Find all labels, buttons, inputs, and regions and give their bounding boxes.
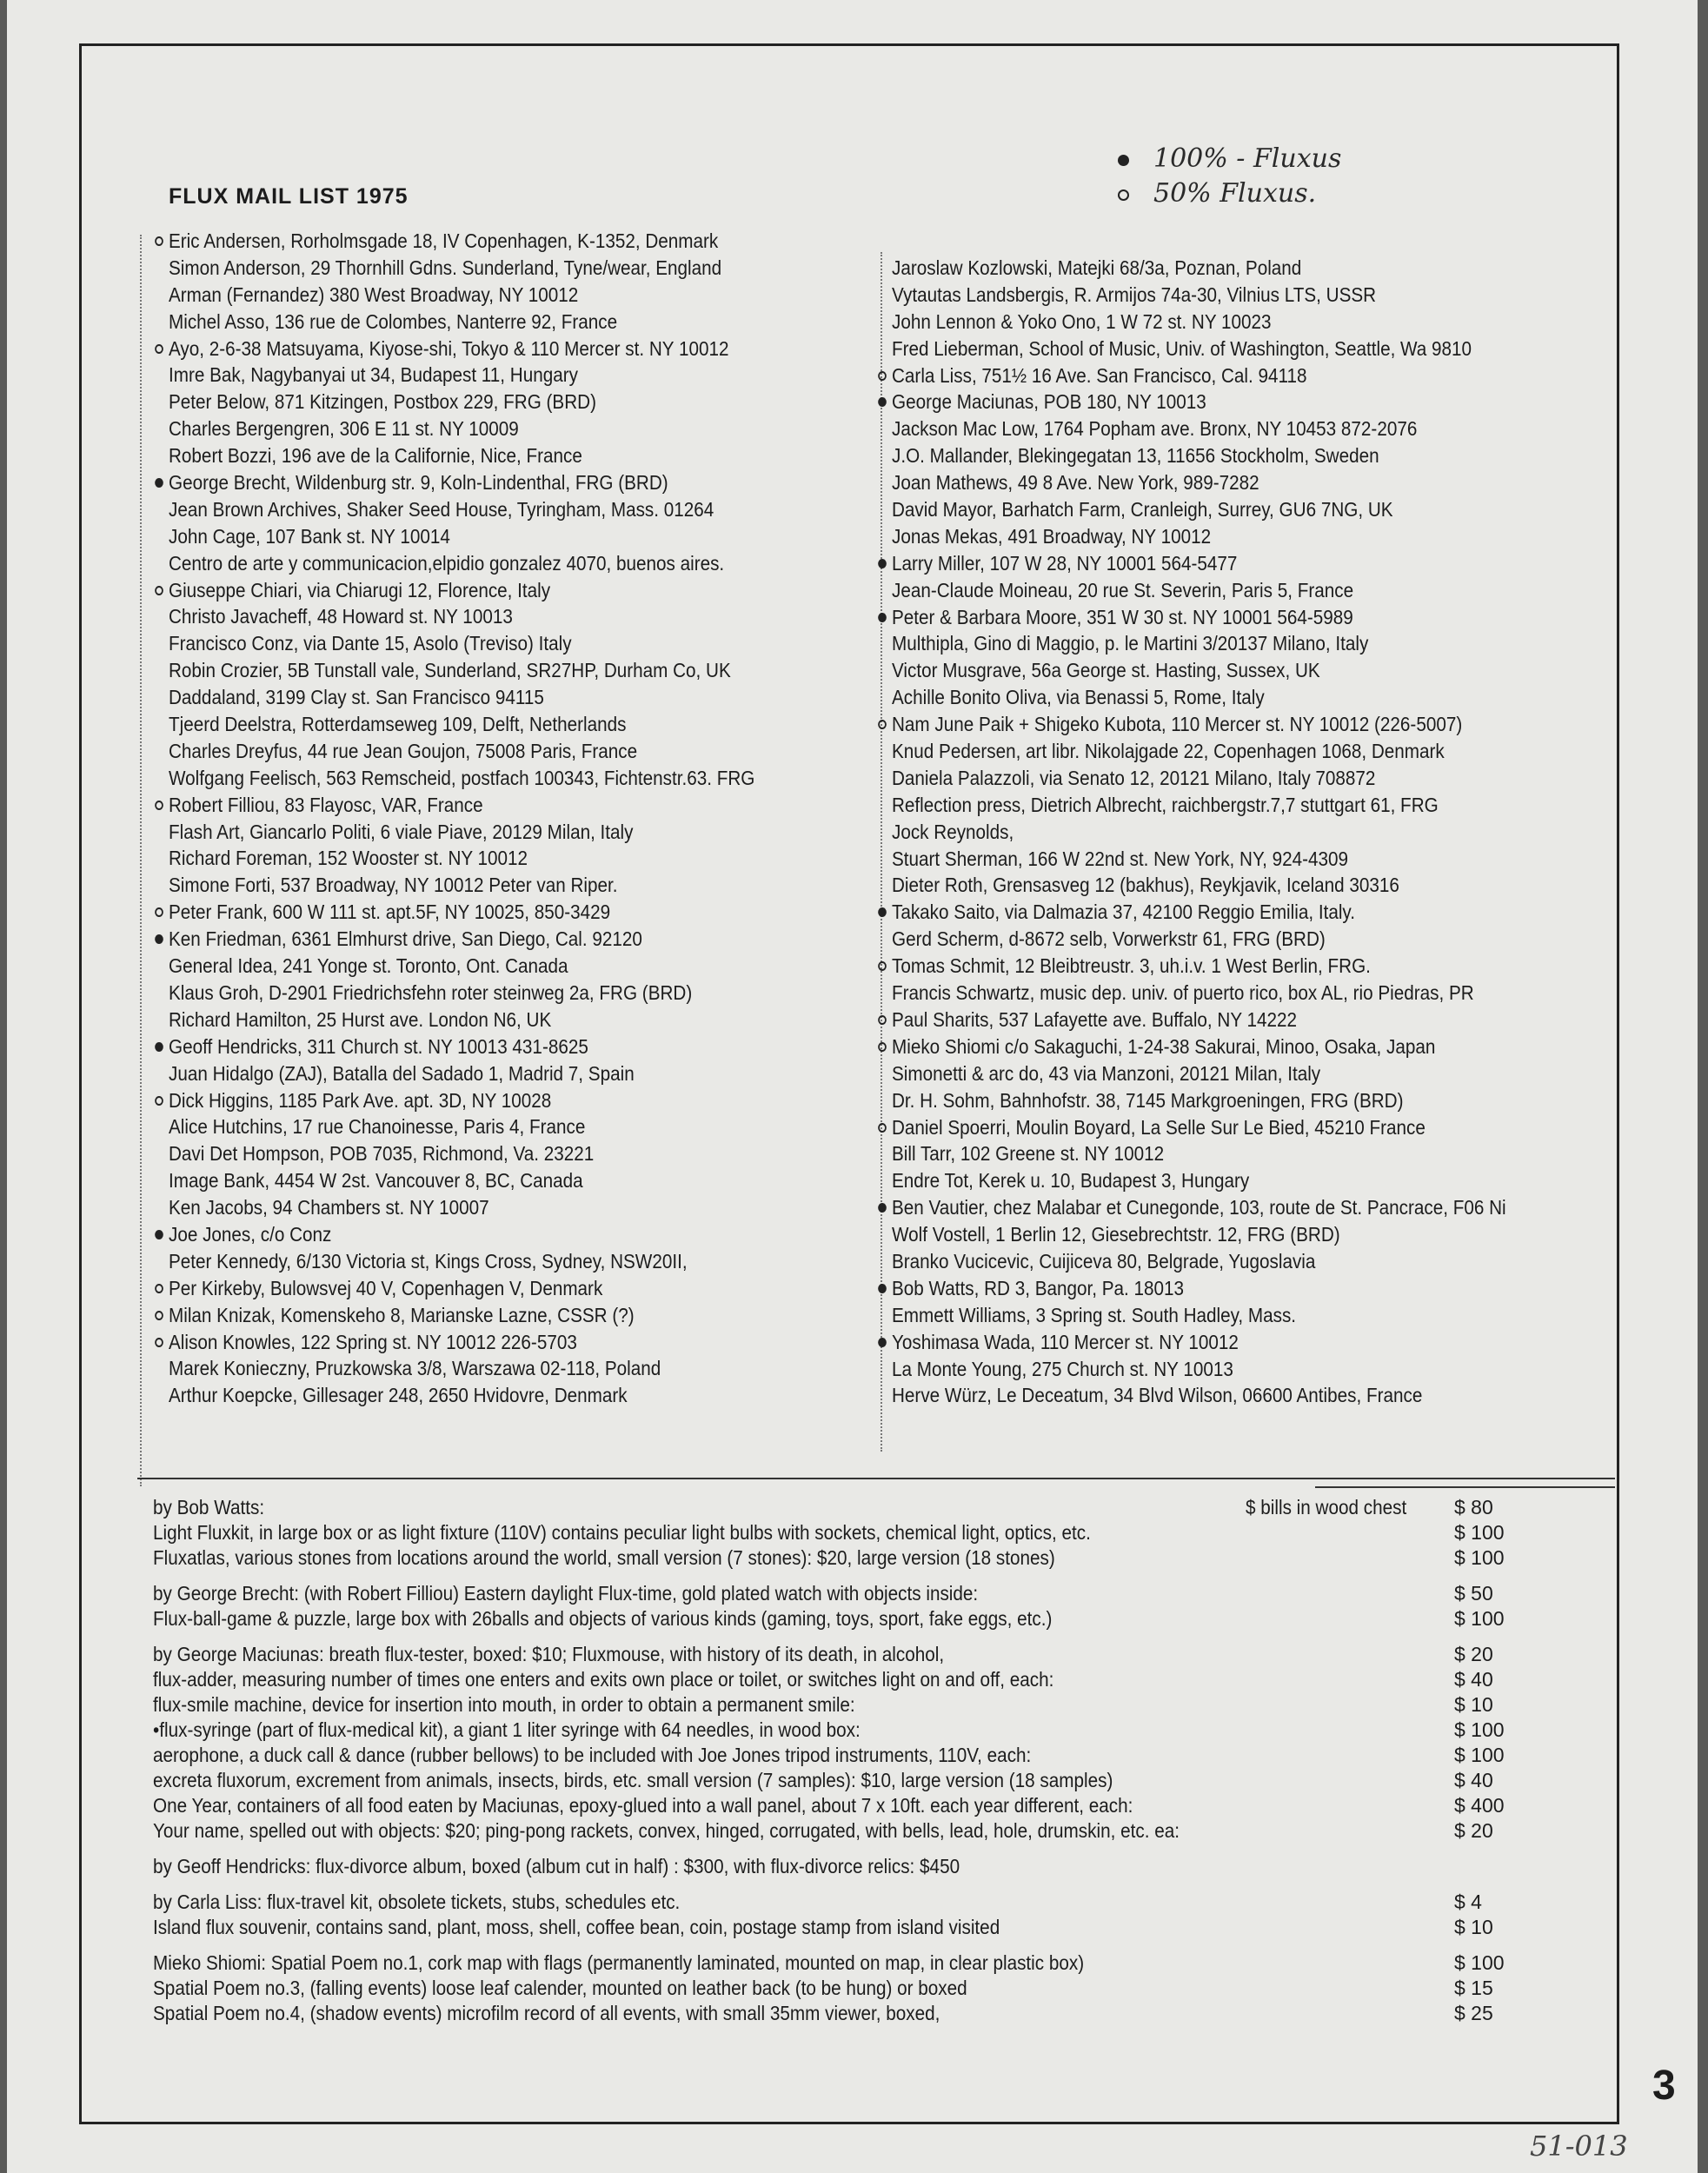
address-entry	[169, 765, 754, 792]
price-group	[137, 1642, 1615, 1844]
address-text: Image Bank, 4454 W 2st. Vancouver 8, BC, Canada	[169, 1169, 583, 1193]
address-text: Fred Lieberman, School of Music, Univ. of Washington, Seattle, Wa 9810	[892, 336, 1472, 360]
item-description: Your name, spelled out with objects: $20; ping-pong rackets, convex, hinged, corrugated, with bells, lead, hole, drumskin, etc. ea:	[153, 1819, 1180, 1842]
full-dot-icon	[155, 478, 163, 488]
address-text: Geoff Hendricks, 311 Church st. NY 10013 431-8625	[169, 1034, 588, 1058]
address-entry	[169, 899, 754, 926]
full-dot-icon	[155, 934, 163, 944]
price-line	[137, 1581, 1615, 1606]
address-text: Per Kirkeby, Bulowsvej 40 V, Copenhagen V, Denmark	[169, 1276, 603, 1299]
half-circle-icon	[155, 1096, 163, 1106]
item-price: $ 100	[1454, 1521, 1505, 1544]
address-entry	[169, 1033, 754, 1060]
address-entry	[892, 523, 1506, 550]
address-text: Ken Jacobs, 94 Chambers st. NY 10007	[169, 1196, 489, 1219]
address-entry	[892, 336, 1506, 362]
address-column-left	[169, 228, 834, 1409]
address-text: George Brecht, Wildenburg str. 9, Koln-Lindenthal, FRG (BRD)	[169, 471, 668, 495]
price-line	[137, 1642, 1615, 1667]
address-entry	[892, 496, 1506, 523]
address-entry	[892, 550, 1506, 577]
item-description: flux-adder, measuring number of times one enters and exits own place or toilet, or switches light on and off, each:	[153, 1668, 1054, 1691]
address-text: Dieter Roth, Grensasveg 12 (bakhus), Reykjavik, Iceland 30316	[892, 874, 1399, 897]
address-entry	[892, 1114, 1506, 1141]
full-dot-icon	[155, 1042, 163, 1052]
item-description: excreta fluxorum, excrement from animals, insects, birds, etc. small version (7 samples): $10, large version (18 samples)	[153, 1769, 1113, 1791]
address-text: Alice Hutchins, 17 rue Chanoinesse, Paris 4, France	[169, 1115, 586, 1139]
item-description: Fluxatlas, various stones from locations around the world, small version (7 stones): $20, large version (18 stones)	[153, 1546, 1055, 1569]
half-circle-icon	[155, 801, 163, 810]
item-price: $ 10	[1454, 1916, 1493, 1938]
address-entry	[169, 711, 754, 738]
address-entry	[892, 1167, 1506, 1194]
address-text: Tjeerd Deelstra, Rotterdamseweg 109, Delft, Netherlands	[169, 713, 627, 736]
price-line	[137, 1606, 1615, 1631]
address-entry	[169, 1221, 754, 1248]
address-text: Arthur Koepcke, Gillesager 248, 2650 Hvidovre, Denmark	[169, 1384, 628, 1407]
address-entry	[169, 228, 754, 255]
address-text: Bill Tarr, 102 Greene st. NY 10012	[892, 1142, 1165, 1166]
address-entry	[892, 1087, 1506, 1114]
price-list	[137, 1495, 1615, 2037]
address-text: Peter Below, 871 Kitzingen, Postbox 229, FRG (BRD)	[169, 390, 596, 414]
address-text: Simon Anderson, 29 Thornhill Gdns. Sunderland, Tyne/wear, England	[169, 256, 722, 279]
half-circle-icon	[878, 1042, 887, 1052]
item-description: Light Fluxkit, in large box or as light fixture (110V) contains peculiar light bulbs with sockets, chemical light, optics, etc.	[153, 1521, 1091, 1544]
document-page	[7, 0, 1698, 2173]
item-price: $ 100	[1454, 1951, 1505, 1974]
address-entry	[169, 630, 754, 657]
item-description: Spatial Poem no.3, (falling events) loose leaf calender, mounted on leather back (to be hung) or boxed	[153, 1977, 967, 1999]
half-circle-icon	[155, 907, 163, 917]
item-description: Mieko Shiomi: Spatial Poem no.1, cork map with flags (permanently laminated, mounted on map, in clear plastic box)	[153, 1951, 1085, 1974]
address-text: Stuart Sherman, 166 W 22nd st. New York, NY, 924-4309	[892, 847, 1348, 870]
address-column-right	[892, 255, 1590, 1409]
column-divider	[881, 252, 882, 1452]
address-text: David Mayor, Barhatch Farm, Cranleigh, Surrey, GU6 7NG, UK	[892, 498, 1393, 522]
full-dot-icon	[878, 559, 887, 568]
item-price: $ 25	[1454, 2002, 1493, 2024]
half-circle-icon	[878, 371, 887, 381]
half-circle-icon	[878, 1015, 887, 1025]
address-entry	[892, 362, 1506, 389]
address-entry	[892, 577, 1506, 604]
address-entry	[169, 415, 754, 442]
address-entry	[169, 738, 754, 765]
address-text: Simone Forti, 537 Broadway, NY 10012 Peter van Riper.	[169, 874, 618, 897]
address-entry	[892, 415, 1506, 442]
item-description: by Carla Liss: flux-travel kit, obsolete tickets, stubs, schedules etc.	[153, 1891, 681, 1913]
address-entry	[892, 872, 1506, 899]
address-text: Tomas Schmit, 12 Bleibtreustr. 3, uh.i.v. 1 West Berlin, FRG.	[892, 954, 1371, 978]
section-divider-short	[1315, 1486, 1615, 1488]
address-entry	[892, 1194, 1506, 1221]
address-entry	[892, 1329, 1506, 1356]
address-text: Centro de arte y communicacion,elpidio gonzalez 4070, buenos aires.	[169, 551, 725, 575]
item-price: $ 100	[1454, 1607, 1505, 1630]
address-entry	[892, 255, 1506, 282]
address-text: J.O. Mallander, Blekingegatan 13, 11656 Stockholm, Sweden	[892, 444, 1379, 468]
address-text: Juan Hidalgo (ZAJ), Batalla del Sadado 1, Madrid 7, Spain	[169, 1061, 635, 1085]
address-entry	[892, 899, 1506, 926]
address-text: Nam June Paik + Shigeko Kubota, 110 Mercer st. NY 10012 (226-5007)	[892, 713, 1463, 736]
item-description: by Geoff Hendricks: flux-divorce album, boxed (album cut in half) : $300, with flux-divorce relics: $450	[153, 1855, 960, 1877]
address-text: Ayo, 2-6-38 Matsuyama, Kiyose-shi, Tokyo & 110 Mercer st. NY 10012	[169, 336, 729, 360]
address-text: Joe Jones, c/o Conz	[169, 1222, 332, 1246]
address-entry	[169, 336, 754, 362]
address-entry	[169, 1007, 754, 1033]
item-price: $ 400	[1454, 1794, 1505, 1817]
legend-full-text: 100% - Fluxus	[1153, 143, 1342, 174]
price-line	[137, 1718, 1615, 1743]
price-line	[137, 1793, 1615, 1818]
address-text: Peter & Barbara Moore, 351 W 30 st. NY 10001 564-5989	[892, 605, 1353, 628]
address-entry	[169, 1275, 754, 1302]
item-description: by George Brecht: (with Robert Filliou) Eastern daylight Flux-time, gold plated watch with objects inside:	[153, 1582, 979, 1605]
address-text: Branko Vucicevic, Cuijiceva 80, Belgrade, Yugoslavia	[892, 1249, 1316, 1273]
address-entry	[169, 684, 754, 711]
address-entry	[169, 819, 754, 846]
price-group	[137, 1950, 1615, 2026]
address-text: Victor Musgrave, 56a George st. Hasting, Sussex, UK	[892, 659, 1320, 682]
address-entry	[892, 953, 1506, 980]
price-line	[137, 1890, 1615, 1915]
price-line	[137, 1520, 1615, 1545]
address-entry	[892, 926, 1506, 953]
address-entry	[892, 1302, 1506, 1329]
item-price: $ 15	[1454, 1977, 1493, 1999]
item-description: Flux-ball-game & puzzle, large box with 26balls and objects of various kinds (gaming, toys, sport, fake eggs, etc.)	[153, 1607, 1053, 1630]
half-circle-icon	[878, 720, 887, 729]
address-entry	[169, 872, 754, 899]
address-entry	[169, 792, 754, 819]
price-line	[137, 1818, 1615, 1844]
price-line	[137, 1768, 1615, 1793]
address-entry	[169, 1087, 754, 1114]
address-entry	[169, 1248, 754, 1275]
item-description: Spatial Poem no.4, (shadow events) microfilm record of all events, with small 35mm viewer, boxed,	[153, 2002, 940, 2024]
address-text: Achille Bonito Oliva, via Benassi 5, Rome, Italy	[892, 686, 1265, 709]
address-text: George Maciunas, POB 180, NY 10013	[892, 390, 1206, 414]
address-entry	[169, 442, 754, 469]
address-entry	[892, 738, 1506, 765]
half-circle-icon	[155, 586, 163, 595]
address-entry	[892, 282, 1506, 309]
address-entry	[892, 765, 1506, 792]
price-group	[137, 1890, 1615, 1940]
address-entry	[169, 309, 754, 336]
address-entry	[892, 604, 1506, 631]
half-circle-icon	[155, 1311, 163, 1320]
address-entry	[169, 1302, 754, 1329]
address-entry	[892, 846, 1506, 873]
address-entry	[169, 953, 754, 980]
archive-code: 51-013	[1530, 2130, 1628, 2163]
item-price: $ 100	[1454, 1546, 1505, 1569]
address-entry	[169, 550, 754, 577]
address-text: Emmett Williams, 3 Spring st. South Hadley, Mass.	[892, 1303, 1297, 1326]
page-number: 3	[1652, 2063, 1676, 2109]
address-entry	[169, 1355, 754, 1382]
address-entry	[892, 711, 1506, 738]
address-text: Paul Sharits, 537 Lafayette ave. Buffalo, NY 14222	[892, 1007, 1298, 1031]
address-entry	[169, 1382, 754, 1409]
legend-half-text: 50% Fluxus.	[1153, 178, 1317, 209]
address-entry	[892, 980, 1506, 1007]
address-text: General Idea, 241 Yonge st. Toronto, Ont. Canada	[169, 954, 568, 978]
address-text: Daddaland, 3199 Clay st. San Francisco 94115	[169, 686, 544, 709]
address-entry	[892, 469, 1506, 496]
address-text: Christo Javacheff, 48 Howard st. NY 10013	[169, 605, 513, 628]
address-entry	[892, 1140, 1506, 1167]
address-entry	[892, 1248, 1506, 1275]
address-text: Vytautas Landsbergis, R. Armijos 74a-30, Vilnius LTS, USSR	[892, 282, 1377, 306]
address-text: Richard Hamilton, 25 Hurst ave. London N6, UK	[169, 1007, 552, 1031]
address-entry	[169, 1060, 754, 1087]
half-circle-icon	[878, 1123, 887, 1133]
item-note: $ bills in wood chest	[1246, 1496, 1407, 1518]
address-text: Ben Vautier, chez Malabar et Cunegonde, 103, route de St. Pancrace, F06 Ni	[892, 1196, 1506, 1219]
full-dot-icon	[878, 397, 887, 407]
address-entry	[892, 389, 1506, 415]
item-price: $ 4	[1454, 1891, 1482, 1913]
address-entry	[892, 792, 1506, 819]
address-entry	[169, 845, 754, 872]
address-text: Jackson Mac Low, 1764 Popham ave. Bronx, NY 10453 872-2076	[892, 417, 1418, 441]
item-price: $ 10	[1454, 1693, 1493, 1716]
address-entry	[169, 1167, 754, 1194]
address-text: Carla Liss, 751½ 16 Ave. San Francisco, Cal. 94118	[892, 363, 1307, 387]
full-dot-icon	[155, 1230, 163, 1239]
address-text: Bob Watts, RD 3, Bangor, Pa. 18013	[892, 1276, 1185, 1299]
item-price: $ 100	[1454, 1744, 1505, 1766]
address-text: Robert Bozzi, 196 ave de la Californie, Nice, France	[169, 444, 582, 468]
half-circle-icon	[1118, 189, 1129, 201]
address-text: Joan Mathews, 49 8 Ave. New York, 989-7282	[892, 471, 1259, 495]
address-entry	[169, 657, 754, 684]
address-entry	[892, 1382, 1506, 1409]
address-entry	[169, 389, 754, 415]
price-group	[137, 1854, 1615, 1879]
price-line	[137, 1667, 1615, 1692]
address-entry	[169, 523, 754, 550]
section-divider	[137, 1478, 1615, 1479]
address-entry	[169, 1194, 754, 1221]
half-circle-icon	[155, 1284, 163, 1293]
address-entry	[169, 496, 754, 523]
address-text: Dr. H. Sohm, Bahnhofstr. 38, 7145 Markgroeningen, FRG (BRD)	[892, 1088, 1404, 1112]
full-dot-icon	[878, 1338, 887, 1347]
address-text: Milan Knizak, Komenskeho 8, Marianske Lazne, CSSR (?)	[169, 1303, 635, 1326]
address-text: Jonas Mekas, 491 Broadway, NY 10012	[892, 524, 1212, 548]
address-text: Ken Friedman, 6361 Elmhurst drive, San Diego, Cal. 92120	[169, 927, 642, 951]
address-text: Herve Würz, Le Deceatum, 34 Blvd Wilson, 06600 Antibes, France	[892, 1384, 1423, 1407]
address-text: Giuseppe Chiari, via Chiarugi 12, Florence, Italy	[169, 578, 551, 601]
address-text: Davi Det Hompson, POB 7035, Richmond, Va. 23221	[169, 1142, 595, 1166]
price-line	[137, 1950, 1615, 1976]
item-price: $ 80	[1454, 1496, 1493, 1518]
half-circle-icon	[155, 1338, 163, 1347]
price-line	[137, 1545, 1615, 1571]
address-entry	[892, 819, 1506, 846]
address-text: Takako Saito, via Dalmazia 37, 42100 Reggio Emilia, Italy.	[892, 900, 1355, 924]
address-text: Francis Schwartz, music dep. univ. of puerto rico, box AL, rio Piedras, PR	[892, 981, 1474, 1005]
address-text: Robin Crozier, 5B Tunstall vale, Sunderland, SR27HP, Durham Co, UK	[169, 659, 731, 682]
price-line	[137, 1743, 1615, 1768]
address-text: Francisco Conz, via Dante 15, Asolo (Treviso) Italy	[169, 632, 572, 655]
item-price: $ 20	[1454, 1819, 1493, 1842]
address-text: Daniela Palazzoli, via Senato 12, 20121 Milano, Italy 708872	[892, 766, 1376, 789]
full-dot-icon	[1118, 155, 1129, 166]
address-text: Knud Pedersen, art libr. Nikolajgade 22, Copenhagen 1068, Denmark	[892, 740, 1445, 763]
address-text: Eric Andersen, Rorholmsgade 18, IV Copenhagen, K-1352, Denmark	[169, 229, 719, 252]
address-entry	[892, 1033, 1506, 1060]
legend-full	[1118, 143, 1341, 174]
address-text: Marek Konieczny, Pruzkowska 3/8, Warszawa 02-118, Poland	[169, 1357, 661, 1380]
address-entry	[169, 255, 754, 282]
page-title: FLUX MAIL LIST 1975	[169, 184, 409, 209]
address-entry	[892, 630, 1506, 657]
address-text: Alison Knowles, 122 Spring st. NY 10012 226-5703	[169, 1330, 577, 1353]
address-text: Michel Asso, 136 rue de Colombes, Nanterre 92, France	[169, 309, 618, 333]
item-price: $ 50	[1454, 1582, 1493, 1605]
half-circle-icon	[878, 961, 887, 971]
address-text: La Monte Young, 275 Church st. NY 10013	[892, 1357, 1233, 1380]
price-line	[137, 1915, 1615, 1940]
address-text: John Lennon & Yoko Ono, 1 W 72 st. NY 10023	[892, 309, 1272, 333]
full-dot-icon	[878, 907, 887, 917]
address-entry	[892, 1221, 1506, 1248]
address-text: Jaroslaw Kozlowski, Matejki 68/3a, Poznan, Poland	[892, 256, 1302, 279]
item-description: by Bob Watts:	[153, 1496, 265, 1518]
address-text: Yoshimasa Wada, 110 Mercer st. NY 10012	[892, 1330, 1239, 1353]
address-text: Jean-Claude Moineau, 20 rue St. Severin, Paris 5, France	[892, 578, 1354, 601]
full-dot-icon	[878, 613, 887, 622]
price-line	[137, 1854, 1615, 1879]
address-text: Wolfgang Feelisch, 563 Remscheid, postfach 100343, Fichtenstr.63. FRG	[169, 766, 755, 789]
left-margin-line	[140, 235, 142, 1486]
address-text: Imre Bak, Nagybanyai ut 34, Budapest 11, Hungary	[169, 363, 578, 387]
address-entry	[892, 1060, 1506, 1087]
address-text: Klaus Groh, D-2901 Friedrichsfehn roter steinweg 2a, FRG (BRD)	[169, 980, 693, 1004]
address-text: Jean Brown Archives, Shaker Seed House, Tyringham, Mass. 01264	[169, 497, 714, 521]
address-entry	[169, 980, 754, 1007]
item-description: One Year, containers of all food eaten by Maciunas, epoxy-glued into a wall panel, about 7 x 10ft. each year different, each:	[153, 1794, 1133, 1817]
address-text: Peter Kennedy, 6/130 Victoria st, Kings Cross, Sydney, NSW20II,	[169, 1249, 688, 1273]
address-entry	[892, 309, 1506, 336]
full-dot-icon	[878, 1284, 887, 1293]
price-line	[137, 1495, 1615, 1520]
half-circle-icon	[155, 344, 163, 354]
item-description: by George Maciunas: breath flux-tester, boxed: $10; Fluxmouse, with history of its death, in alcohol,	[153, 1643, 945, 1665]
price-line	[137, 1692, 1615, 1718]
item-description: flux-smile machine, device for insertion into mouth, in order to obtain a permanent smile:	[153, 1693, 855, 1716]
address-text: Jock Reynolds,	[892, 820, 1014, 843]
price-line	[137, 1976, 1615, 2001]
address-text: Reflection press, Dietrich Albrecht, raichbergstr.7,7 stuttgart 61, FRG	[892, 793, 1439, 816]
price-group	[137, 1495, 1615, 1571]
address-text: Multhipla, Gino di Maggio, p. le Martini 3/20137 Milano, Italy	[892, 632, 1369, 655]
address-entry	[892, 1007, 1506, 1033]
item-description: Island flux souvenir, contains sand, plant, moss, shell, coffee bean, coin, postage stamp from island visited	[153, 1916, 1000, 1938]
address-text: Charles Bergengren, 306 E 11 st. NY 10009	[169, 417, 519, 441]
address-text: Gerd Scherm, d-8672 selb, Vorwerkstr 61, FRG (BRD)	[892, 927, 1326, 951]
price-line	[137, 2001, 1615, 2026]
address-text: Charles Dreyfus, 44 rue Jean Goujon, 75008 Paris, France	[169, 739, 638, 762]
price-group	[137, 1581, 1615, 1631]
address-entry	[892, 442, 1506, 469]
item-price: $ 40	[1454, 1769, 1493, 1791]
address-entry	[169, 1113, 754, 1140]
legend-half	[1118, 178, 1316, 209]
address-entry	[169, 1140, 754, 1167]
address-text: Peter Frank, 600 W 111 st. apt.5F, NY 10025, 850-3429	[169, 900, 611, 924]
address-text: Dick Higgins, 1185 Park Ave. apt. 3D, NY 10028	[169, 1088, 552, 1112]
address-entry	[169, 603, 754, 630]
address-entry	[169, 577, 754, 604]
half-circle-icon	[155, 236, 163, 246]
address-entry	[169, 469, 754, 496]
address-text: Wolf Vostell, 1 Berlin 12, Giesebrechtstr. 12, FRG (BRD)	[892, 1223, 1340, 1246]
item-description: •flux-syringe (part of flux-medical kit), a giant 1 liter syringe with 64 needles, in wood box:	[153, 1718, 861, 1741]
address-text: Flash Art, Giancarlo Politi, 6 viale Piave, 20129 Milan, Italy	[169, 820, 634, 843]
address-text: Arman (Fernandez) 380 West Broadway, NY 10012	[169, 282, 579, 306]
address-entry	[892, 684, 1506, 711]
address-text: Simonetti & arc do, 43 via Manzoni, 20121 Milan, Italy	[892, 1061, 1321, 1085]
address-entry	[169, 926, 754, 953]
address-text: Endre Tot, Kerek u. 10, Budapest 3, Hungary	[892, 1169, 1250, 1193]
full-dot-icon	[878, 1203, 887, 1213]
address-text: John Cage, 107 Bank st. NY 10014	[169, 524, 450, 548]
address-text: Daniel Spoerri, Moulin Boyard, La Selle Sur Le Bied, 45210 France	[892, 1115, 1426, 1139]
address-text: Mieko Shiomi c/o Sakaguchi, 1-24-38 Sakurai, Minoo, Osaka, Japan	[892, 1034, 1436, 1058]
address-text: Larry Miller, 107 W 28, NY 10001 564-5477	[892, 551, 1238, 575]
address-entry	[892, 1356, 1506, 1383]
address-entry	[169, 282, 754, 309]
address-entry	[169, 362, 754, 389]
item-price: $ 100	[1454, 1718, 1505, 1741]
item-price: $ 40	[1454, 1668, 1493, 1691]
address-entry	[169, 1329, 754, 1356]
address-entry	[892, 657, 1506, 684]
item-price: $ 20	[1454, 1643, 1493, 1665]
item-description: aerophone, a duck call & dance (rubber bellows) to be included with Joe Jones tripod instruments, 110V, each:	[153, 1744, 1032, 1766]
address-text: Robert Filliou, 83 Flayosc, VAR, France	[169, 793, 483, 816]
address-entry	[892, 1275, 1506, 1302]
address-text: Richard Foreman, 152 Wooster st. NY 10012	[169, 847, 528, 870]
